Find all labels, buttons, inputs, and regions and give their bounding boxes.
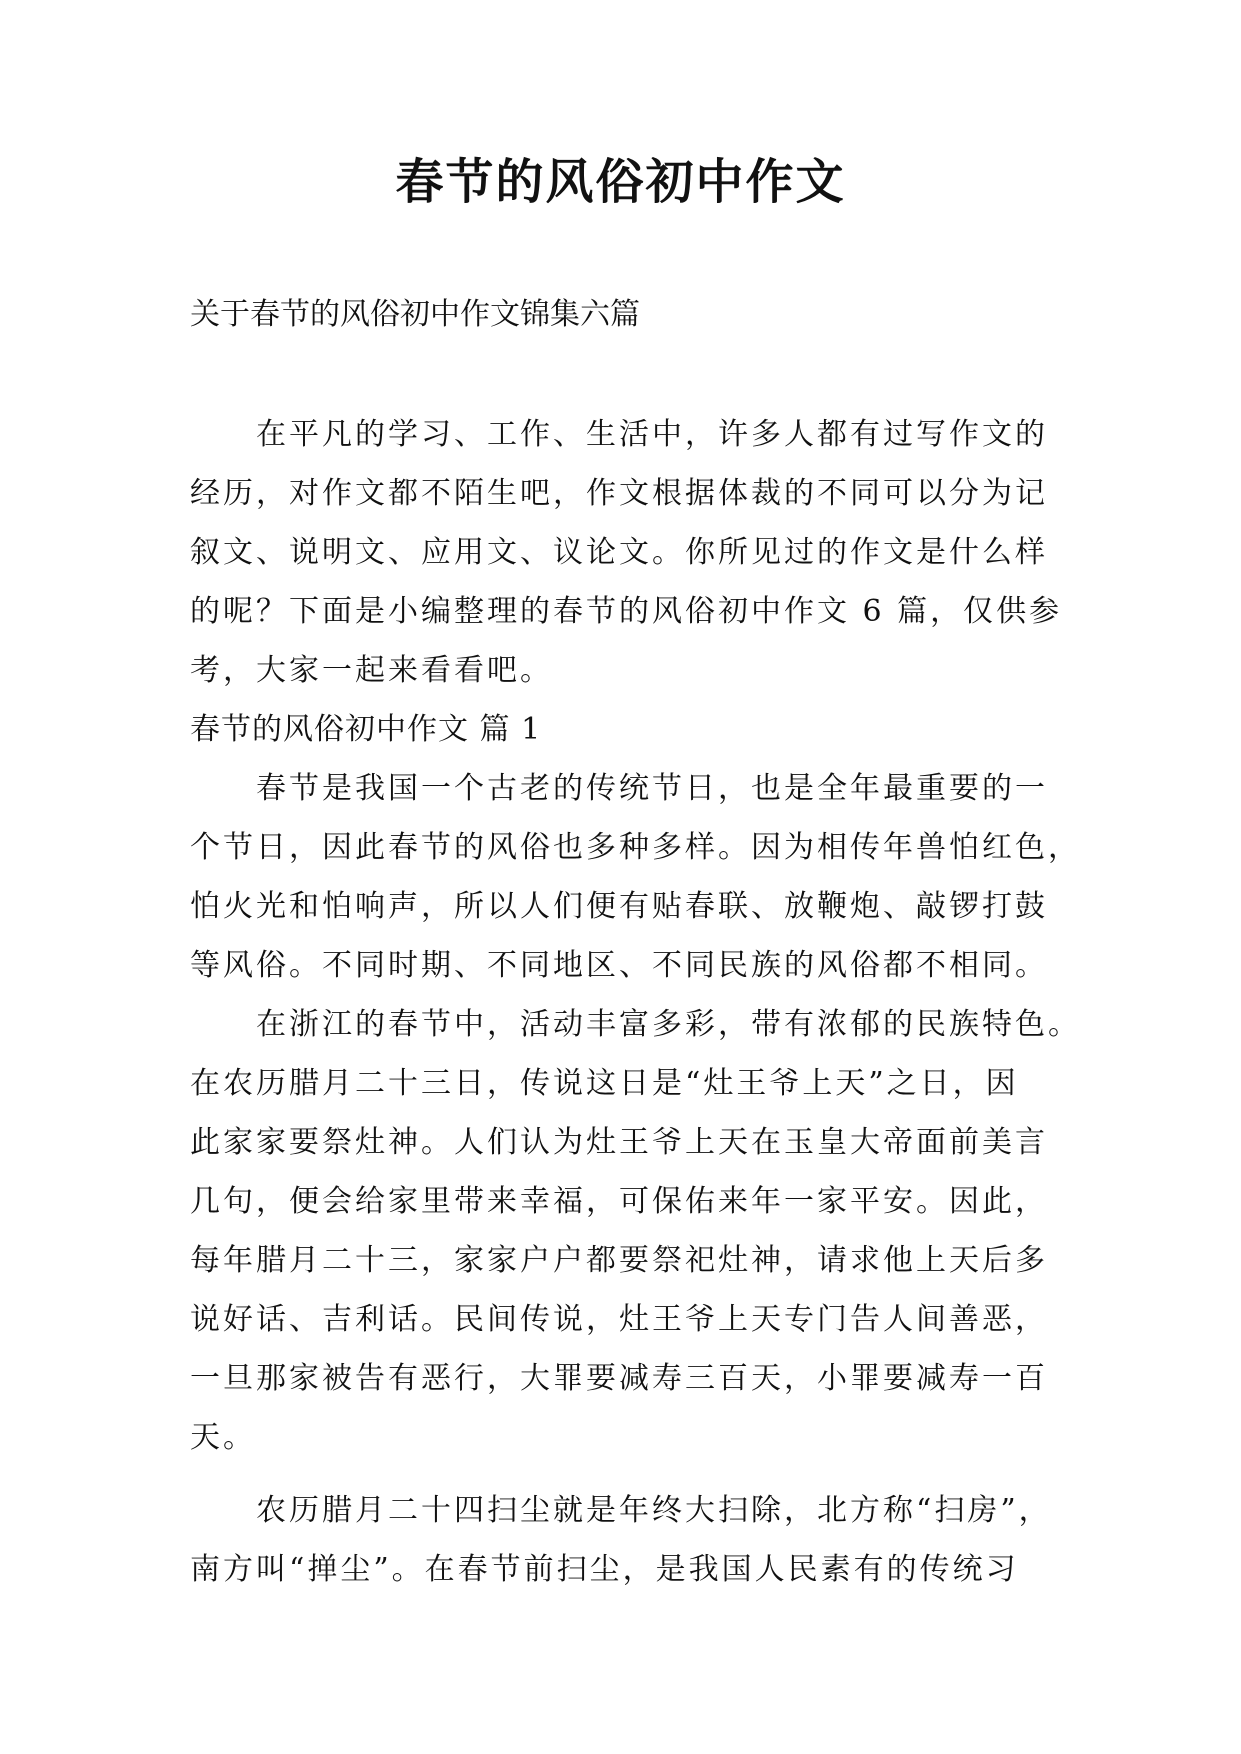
- text-line: 在平凡的学习、工作、生活中，许多人都有过写作文的: [256, 417, 1048, 452]
- text-line: 此家家要祭灶神。人们认为灶王爷上天在玉皇大帝面前美言: [190, 1125, 1048, 1160]
- paragraph-gap: [190, 1467, 1070, 1481]
- text-line: 春节是我国一个古老的传统节日，也是全年最重要的一: [256, 771, 1048, 806]
- text-line: 南方叫“掸尘”。在春节前扫尘，是我国人民素有的传统习: [190, 1552, 1019, 1587]
- document-body: [190, 405, 1081, 1599]
- text-line: 每年腊月二十三，家家户户都要祭祀灶神，请求他上天后多: [190, 1243, 1048, 1278]
- text-line: 说好话、吉利话。民间传说，灶王爷上天专门告人间善恶，: [190, 1302, 1048, 1337]
- text-line: 叙文、说明文、应用文、议论文。你所见过的作文是什么样: [190, 535, 1048, 570]
- document-title: 春节的风俗初中作文: [395, 154, 846, 210]
- text-line: 怕火光和怕响声，所以人们便有贴春联、放鞭炮、敲锣打鼓: [190, 889, 1048, 924]
- text-line: 考，大家一起来看看吧。: [190, 653, 553, 688]
- text-line: 在浙江的春节中，活动丰富多彩，带有浓郁的民族特色。: [256, 1007, 1081, 1042]
- section-heading: 春节的风俗初中作文 篇 1: [190, 712, 542, 747]
- text-line: 一旦那家被告有恶行，大罪要减寿三百天，小罪要减寿一百: [190, 1361, 1048, 1396]
- text-line: 的呢？下面是小编整理的春节的风俗初中作文 6 篇，仅供参: [190, 594, 1063, 629]
- text-line: 几句，便会给家里带来幸福，可保佑来年一家平安。因此，: [190, 1184, 1048, 1219]
- text-line: 经历，对作文都不陌生吧，作文根据体裁的不同可以分为记: [190, 476, 1048, 511]
- document-subtitle: 关于春节的风俗初中作文锦集六篇: [190, 297, 640, 332]
- text-line: 个节日，因此春节的风俗也多种多样。因为相传年兽怕红色，: [190, 830, 1081, 865]
- text-line: 在农历腊月二十三日，传说这日是“灶王爷上天”之日，因: [190, 1066, 1019, 1101]
- text-line: 天。: [190, 1420, 256, 1455]
- text-line: 等风俗。不同时期、不同地区、不同民族的风俗都不相同。: [190, 948, 1048, 983]
- text-line: 农历腊月二十四扫尘就是年终大扫除，北方称“扫房”，: [256, 1493, 1052, 1528]
